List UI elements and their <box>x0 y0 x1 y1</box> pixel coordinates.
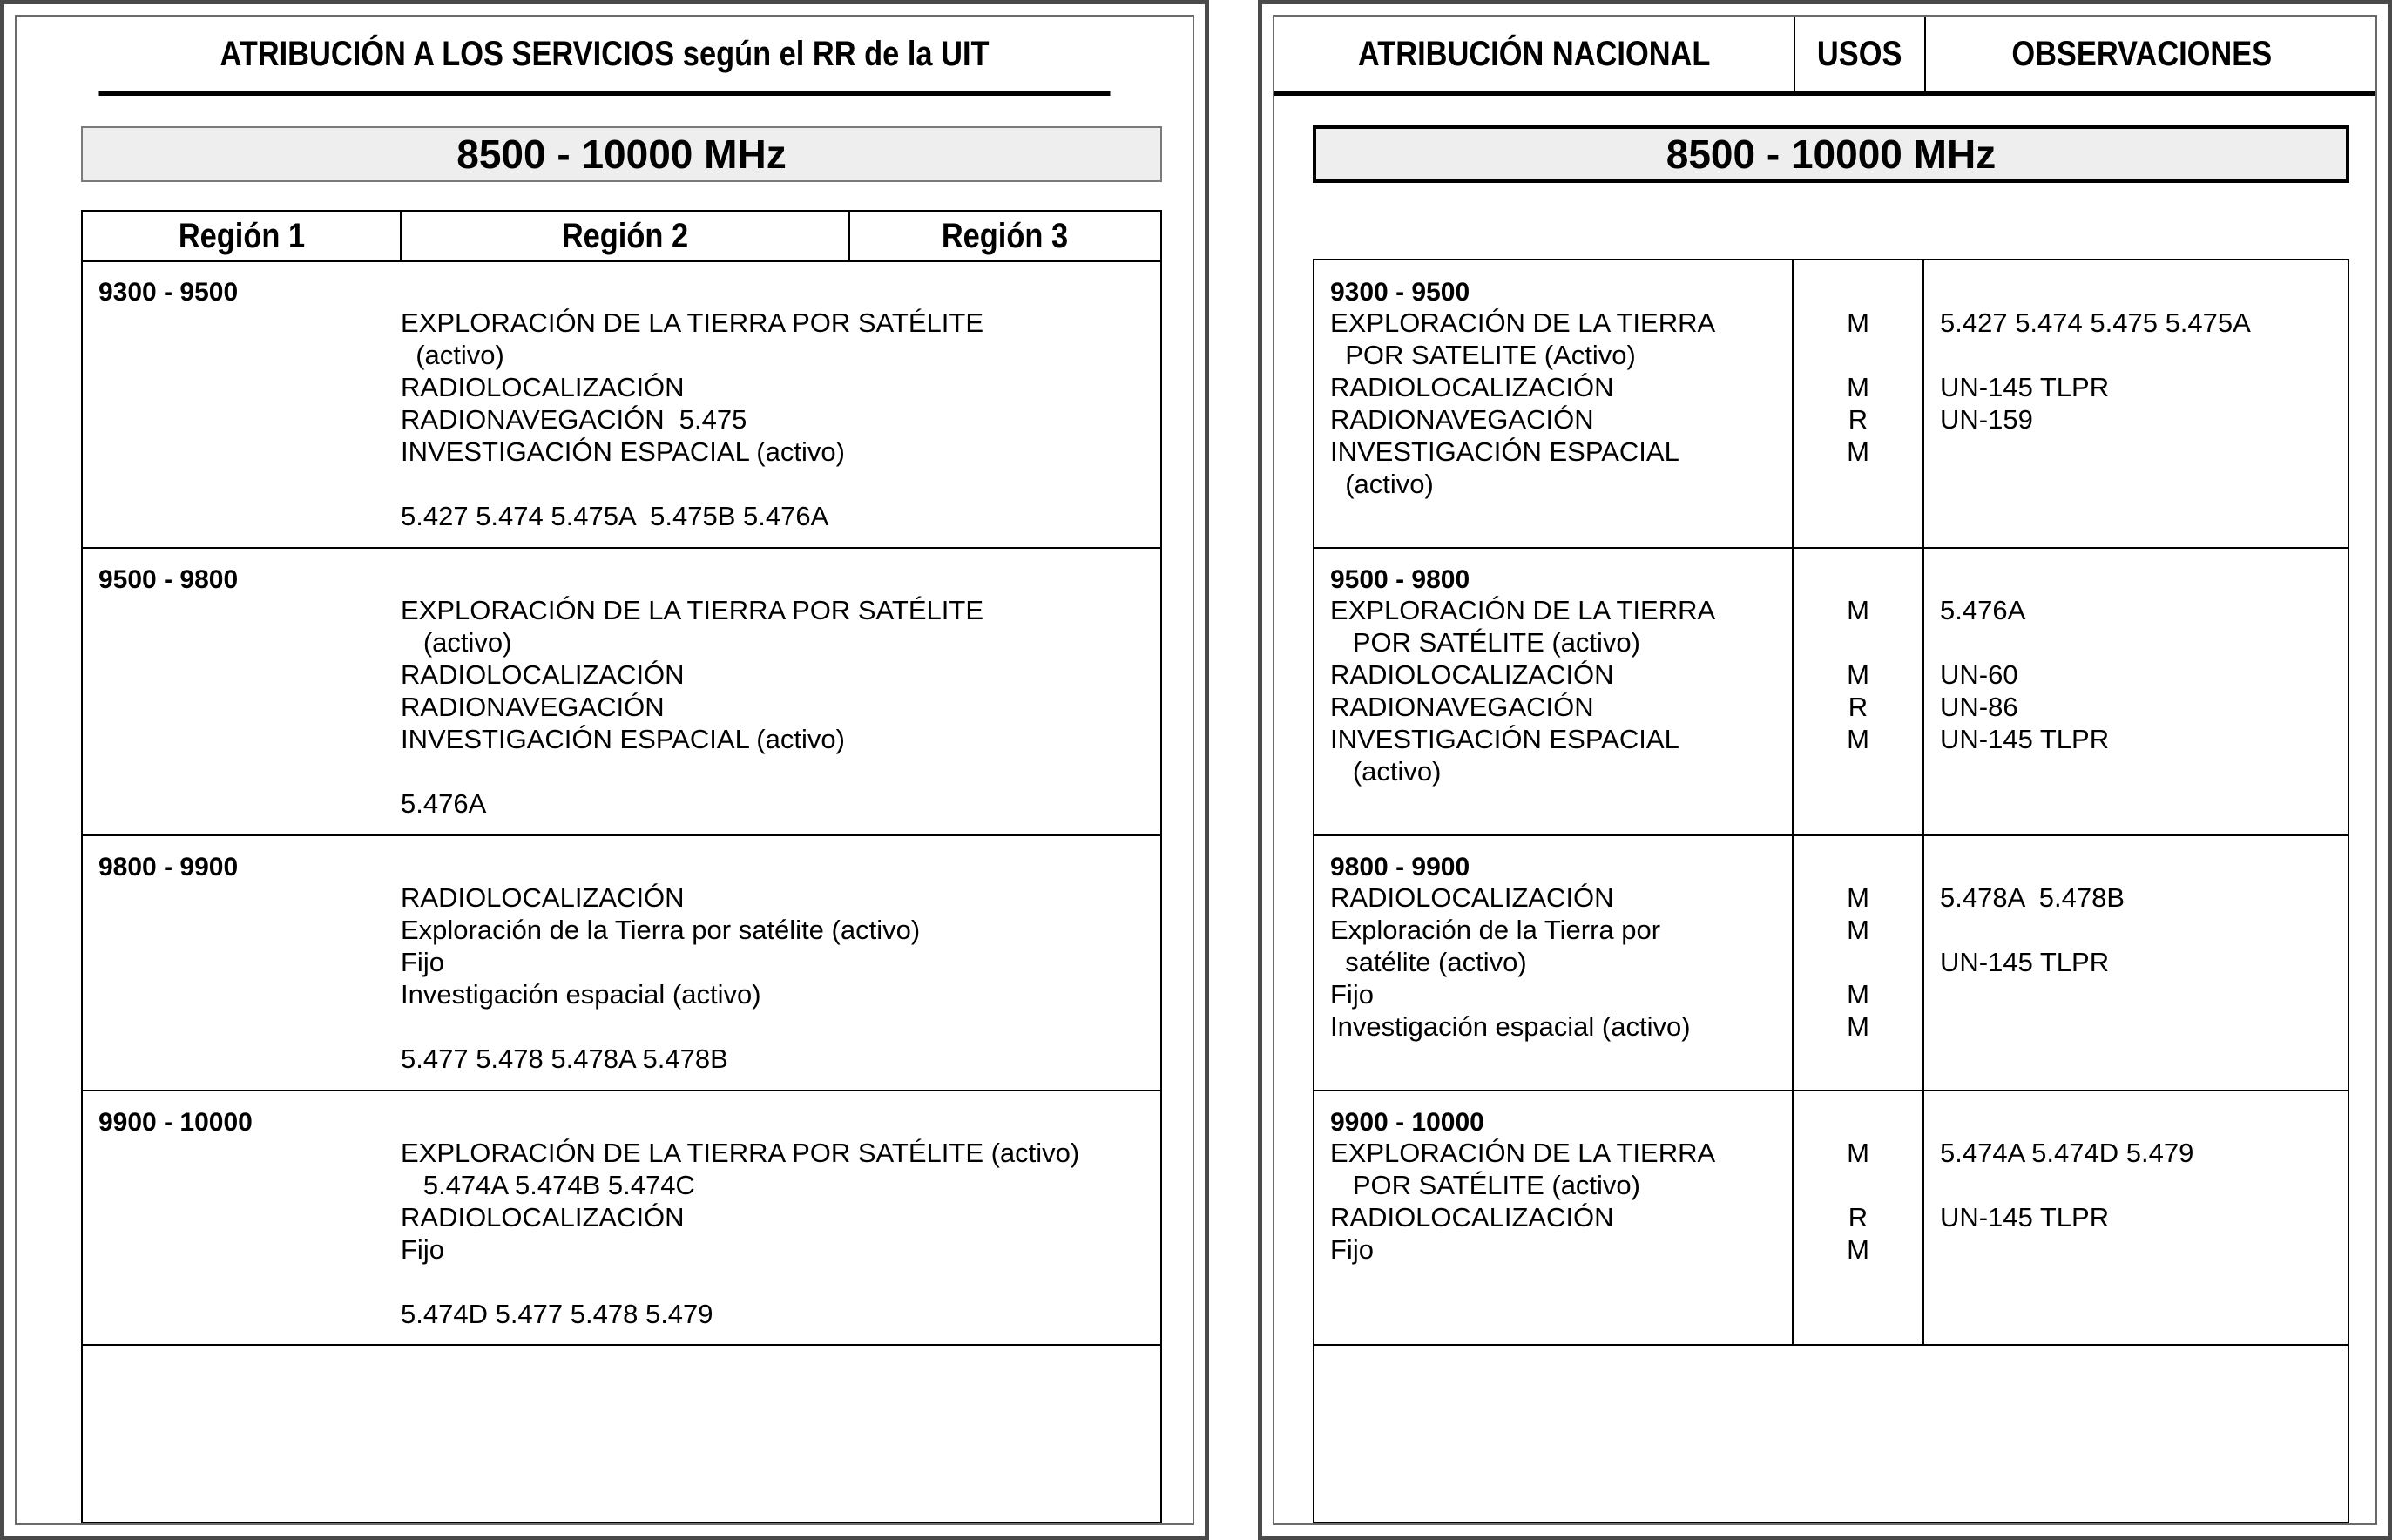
service-line: Exploración de la Tierra por satélite (activo) <box>401 915 921 945</box>
service-line: (activo) <box>401 627 512 658</box>
service-line: (activo) <box>1330 469 1434 499</box>
service-line: INVESTIGACIÓN ESPACIAL <box>1330 724 1679 754</box>
left-allocation-table <box>81 210 1162 1523</box>
column-divider <box>1792 260 1794 1344</box>
footnotes: 5.477 5.478 5.478A 5.478B <box>401 1044 728 1074</box>
region-2-header: Región 2 <box>561 216 689 255</box>
footnotes: 5.476A <box>401 788 487 819</box>
use-code: M <box>1847 307 1869 338</box>
band-label: 9900 - 10000 <box>98 1108 253 1137</box>
left-panel-inner <box>15 15 1194 1525</box>
row-divider <box>1314 1344 2348 1346</box>
right-header <box>1274 17 2375 96</box>
service-line: Investigación espacial (activo) <box>1330 1011 1691 1042</box>
service-line: RADIOLOCALIZACIÓN <box>401 372 685 402</box>
right-range-box: 8500 - 10000 MHz <box>1313 125 2349 183</box>
service-line: RADIONAVEGACIÓN <box>1330 404 1594 435</box>
use-code: M <box>1847 659 1869 690</box>
left-range-box: 8500 - 10000 MHz <box>81 126 1162 182</box>
observations-header: OBSERVACIONES <box>2011 34 2273 73</box>
observation: UN-145 TLPR <box>1940 372 2110 402</box>
service-line: RADIOLOCALIZACIÓN <box>401 1202 685 1233</box>
service-line: EXPLORACIÓN DE LA TIERRA POR SATÉLITE (activo) <box>401 1138 1080 1168</box>
row-divider <box>83 834 1160 836</box>
observation: UN-159 <box>1940 404 2033 435</box>
service-line: Fijo <box>1330 979 1374 1010</box>
service-line: EXPLORACIÓN DE LA TIERRA <box>1330 595 1716 625</box>
row-divider <box>1314 547 2348 549</box>
use-code: M <box>1847 1011 1869 1042</box>
service-line: (activo) <box>401 340 504 370</box>
use-code: M <box>1847 882 1869 913</box>
row-divider <box>83 547 1160 549</box>
column-divider <box>1922 260 1924 1344</box>
service-line: RADIOLOCALIZACIÓN <box>401 659 685 690</box>
service-line: RADIONAVEGACIÓN <box>1330 692 1594 722</box>
use-code: M <box>1847 1138 1869 1168</box>
left-title: ATRIBUCIÓN A LOS SERVICIOS según el RR de la UIT <box>99 17 1111 96</box>
service-line: POR SATÉLITE (activo) <box>1330 627 1641 658</box>
row-divider <box>1314 834 2348 836</box>
band-label: 9800 - 9900 <box>98 853 239 881</box>
service-line: (activo) <box>1330 756 1442 787</box>
band-label: 9300 - 9500 <box>98 278 239 307</box>
use-code: R <box>1848 1202 1868 1233</box>
band-label: 9800 - 9900 <box>1330 853 1470 881</box>
uses-header: USOS <box>1817 34 1902 73</box>
use-code: M <box>1847 724 1869 754</box>
service-line: RADIOLOCALIZACIÓN <box>401 882 685 913</box>
service-line: Exploración de la Tierra por <box>1330 915 1661 945</box>
service-line: RADIONAVEGACIÓN 5.475 <box>401 404 747 435</box>
service-line: INVESTIGACIÓN ESPACIAL (activo) <box>401 436 845 467</box>
service-line: satélite (activo) <box>1330 947 1527 977</box>
region-divider <box>848 212 850 260</box>
service-line: RADIOLOCALIZACIÓN <box>1330 659 1614 690</box>
row-divider <box>1314 1090 2348 1091</box>
row-divider <box>83 1344 1160 1346</box>
observation: 5.474A 5.474D 5.479 <box>1940 1138 2194 1168</box>
service-line: RADIOLOCALIZACIÓN <box>1330 372 1614 402</box>
service-line: EXPLORACIÓN DE LA TIERRA <box>1330 1138 1716 1168</box>
use-code: M <box>1847 1234 1869 1265</box>
observation: UN-145 TLPR <box>1940 724 2110 754</box>
service-line: Investigación espacial (activo) <box>401 979 761 1010</box>
region-3-header: Región 3 <box>941 216 1069 255</box>
service-line: RADIOLOCALIZACIÓN <box>1330 882 1614 913</box>
band-label: 9900 - 10000 <box>1330 1108 1484 1137</box>
right-panel <box>1258 0 2392 1540</box>
observation: UN-145 TLPR <box>1940 1202 2110 1233</box>
service-line: Fijo <box>401 947 444 977</box>
observation: UN-145 TLPR <box>1940 947 2110 977</box>
band-label: 9500 - 9800 <box>98 565 239 594</box>
service-line: INVESTIGACIÓN ESPACIAL <box>1330 436 1679 467</box>
observation: UN-86 <box>1940 692 2018 722</box>
observation: 5.478A 5.478B <box>1940 882 2125 913</box>
use-code: R <box>1848 692 1868 722</box>
service-line: EXPLORACIÓN DE LA TIERRA <box>1330 307 1716 338</box>
observation: 5.476A <box>1940 595 2026 625</box>
use-code: M <box>1847 979 1869 1010</box>
service-line: INVESTIGACIÓN ESPACIAL (activo) <box>401 724 845 754</box>
row-divider <box>83 260 1160 262</box>
service-line: Fijo <box>1330 1234 1374 1265</box>
national-allocation-header: ATRIBUCIÓN NACIONAL <box>1357 34 1711 73</box>
service-line: Fijo <box>401 1234 444 1265</box>
row-divider <box>83 1090 1160 1091</box>
band-label: 9500 - 9800 <box>1330 565 1470 594</box>
right-allocation-table <box>1313 259 2349 1523</box>
service-line: POR SATELITE (Activo) <box>1330 340 1636 370</box>
service-line: RADIOLOCALIZACIÓN <box>1330 1202 1614 1233</box>
service-line: POR SATÉLITE (activo) <box>1330 1170 1641 1200</box>
use-code: M <box>1847 372 1869 402</box>
observation: UN-60 <box>1940 659 2018 690</box>
use-code: M <box>1847 595 1869 625</box>
use-code: M <box>1847 915 1869 945</box>
service-line: EXPLORACIÓN DE LA TIERRA POR SATÉLITE <box>401 307 983 338</box>
right-panel-inner <box>1273 15 2377 1525</box>
observation: 5.427 5.474 5.475 5.475A <box>1940 307 2251 338</box>
service-line: EXPLORACIÓN DE LA TIERRA POR SATÉLITE <box>401 595 983 625</box>
service-line: RADIONAVEGACIÓN <box>401 692 665 722</box>
region-1-header: Región 1 <box>178 216 306 255</box>
band-label: 9300 - 9500 <box>1330 278 1470 307</box>
use-code: R <box>1848 404 1868 435</box>
footnotes: 5.474D 5.477 5.478 5.479 <box>401 1299 713 1329</box>
footnotes: 5.427 5.474 5.475A 5.475B 5.476A <box>401 501 829 531</box>
region-divider <box>400 212 402 260</box>
use-code: M <box>1847 436 1869 467</box>
service-line: 5.474A 5.474B 5.474C <box>401 1170 695 1200</box>
